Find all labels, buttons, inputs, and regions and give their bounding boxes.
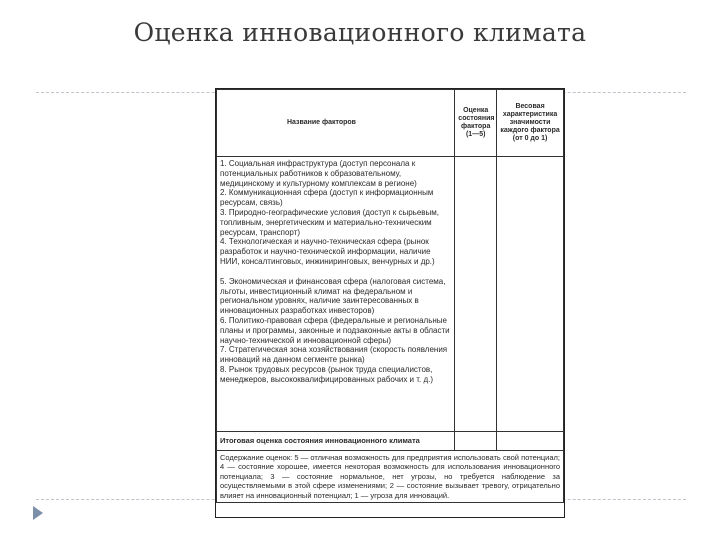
slide-bullet-icon [33,506,43,520]
scoring-note: Содержание оценок: 5 — отличная возможность для предприятия использовать свой потенциал; 4 — состояние хорошее, имеется некоторая возможность для использования инновационного потенциала; 3 — состояние нормальное, нет угрозы, но требуется наблюдение за осуществляемыми в этой сфере изменениями; 2 — состояние вызывает тревогу, отрицательно влияет на инновационный потенциал; 1 — угроза для инноваций. [217,450,564,503]
factor-item: 7. Стратегическая зона хозяйствования (скорость появления инноваций на данном сегменте рынка) [220,345,448,365]
total-state-cell [455,432,497,451]
table-header-row [217,90,564,157]
factor-item: 1. Социальная инфраструктура (доступ персонала к потенциальных работников к образовательному, медицинскому и культурному комплексам в регионе) [220,159,417,188]
header-factor-name: Название факторов [217,90,455,157]
factor-item: 5. Экономическая и финансовая сфера (налоговая система, льготы, инвестиционный климат на федеральном и региональном уровнях, наличие заинтересованных в инновационных разработках инвесторов) [220,276,446,316]
weight-cell [497,157,564,432]
header-state-score: Оценка состояния фактора (1—5) [455,90,497,157]
innovation-climate-table [216,89,564,503]
factor-item: 4. Технологическая и научно-техническая сфера (рынок разработок и научно-технической информации, наличие НИИ, консалтинговых, инжиниринговых, венчурных и др.) [220,237,435,266]
factors-cell [217,157,455,432]
total-row [217,432,564,451]
scanned-table-document [215,88,565,518]
slide-title: Оценка инновационного климата [133,18,587,47]
factor-item: 3. Природно-географические условия (доступ к сырьевым, топливным, энергетическим и материально-техническим ресурсам, транспорт) [220,207,439,237]
total-label: Итоговая оценка состояния инновационного климата [217,432,455,451]
state-score-cell [455,157,497,432]
factor-item: 8. Рынок трудовых ресурсов (рынок труда специалистов, менеджеров, высококвалифицированных рабочих и т. д.) [220,364,434,384]
factor-item: 2. Коммуникационная сфера (доступ к информационным ресурсам, связь) [220,188,434,208]
factor-item: 6. Политико-правовая сфера (федеральные и региональные планы и программы, законные и подзаконные акты в области научно-технической и инновационной сферы) [220,315,450,345]
note-row [217,450,564,503]
total-weight-cell [497,432,564,451]
header-weight: Весовая характеристика значимости каждого фактора (от 0 до 1) [497,90,564,157]
factors-row [217,157,564,432]
